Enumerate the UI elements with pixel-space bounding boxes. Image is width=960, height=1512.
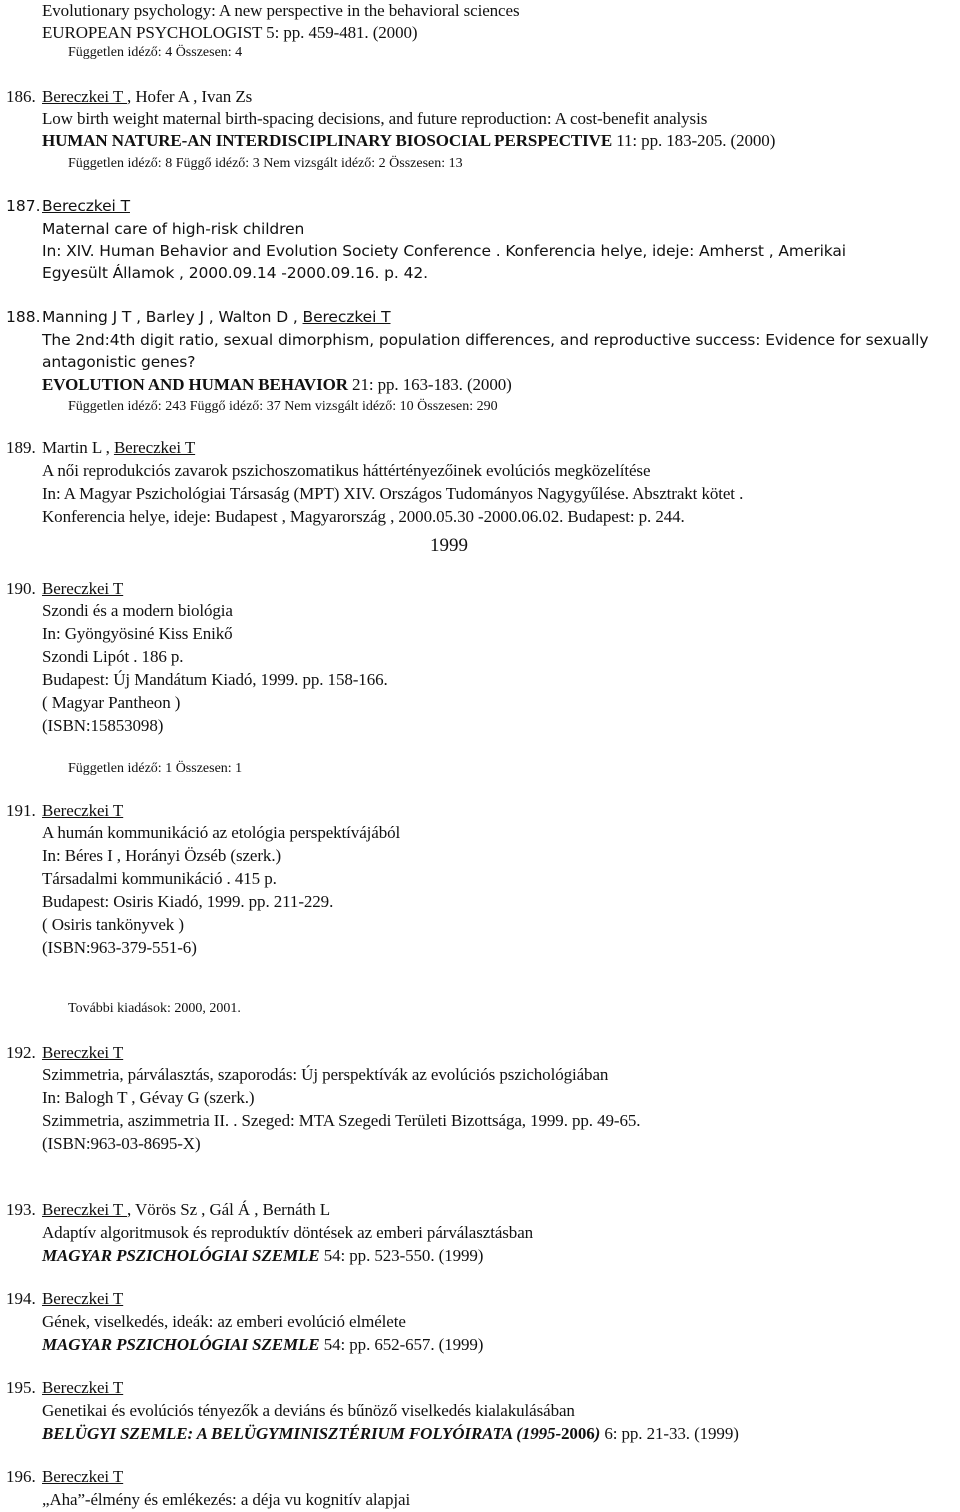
entry-192-book: Szimmetria, aszimmetria II. . Szeged: MTA Szegedi Területi Bizottsága, 1999. pp. 49-65. [42,1111,641,1130]
author-link-bereczkei[interactable]: Bereczkei T [42,801,124,820]
entry-193-journal-details: 54: pp. 523-550. (1999) [319,1246,484,1265]
entry-191-number: 191. [6,801,36,820]
entry-193-title: Adaptív algoritmusok és reproduktív döntések az emberi párválasztásban [42,1223,534,1242]
entry-186-journal-line [42,130,775,152]
entry-195-journal-line [42,1423,739,1445]
author-link-bereczkei[interactable]: Bereczkei T [42,1289,124,1308]
entry-187-conference: In: XIV. Human Behavior and Evolution Society Conference . Konferencia helye, ideje: Amherst , Amerikai [42,242,847,260]
entry-195-journal-close: ) [594,1424,601,1443]
author-link-bereczkei[interactable]: Bereczkei T [42,1043,124,1062]
entry-192-title: Szimmetria, párválasztás, szaporodás: Új perspektívák az evolúciós pszichológiában [42,1065,609,1084]
entry-186-citations: Független idéző: 8 Függő idéző: 3 Nem vizsgált idéző: 2 Összesen: 13 [68,156,463,171]
author-link-bereczkei[interactable]: Bereczkei T [42,1467,124,1486]
entry-194-journal: MAGYAR PSZICHOLÓGIAI SZEMLE [42,1335,320,1354]
entry-190-editor: In: Gyöngyösiné Kiss Enikő [42,624,233,643]
entry-191-isbn: (ISBN:963-379-551-6) [42,938,197,957]
entry-185-journal-line [42,22,417,44]
entry-187-title: Maternal care of high-risk children [42,220,305,238]
entry-187-conference-details: Egyesült Államok , 2000.09.14 -2000.09.16. p. 42. [42,264,428,282]
entry-185-citations: Független idéző: 4 Összesen: 4 [68,45,243,60]
entry-193-authors [42,1199,330,1221]
entry-191-series: ( Osiris tankönyvek ) [42,915,184,934]
entry-186-journal: HUMAN NATURE-AN INTERDISCIPLINARY BIOSOCIAL PERSPECTIVE [42,131,613,150]
entry-195-journal-end-year: 2006 [561,1424,595,1443]
entry-189-title: A női reprodukciós zavarok pszichoszomatikus háttértényezőinek evolúciós megközelítése [42,461,651,480]
entry-195-authors [42,1377,123,1399]
entry-190-title: Szondi és a modern biológia [42,601,233,620]
entry-190-authors [42,578,123,600]
entry-185-journal: EUROPEAN PSYCHOLOGIST [42,23,263,42]
entry-190-book: Szondi Lipót . 186 p. [42,647,184,666]
entry-190-series: ( Magyar Pantheon ) [42,693,181,712]
entry-190-citations: Független idéző: 1 Összesen: 1 [68,761,243,776]
author-link-bereczkei[interactable]: Bereczkei T [42,1200,128,1219]
entry-189-authors [42,437,195,459]
entry-192-isbn: (ISBN:963-03-8695-X) [42,1134,201,1153]
entry-189-number: 189. [6,438,36,457]
entry-193-number: 193. [6,1200,36,1219]
entry-186-authors [42,86,252,108]
entry-191-book: Társadalmi kommunikáció . 415 p. [42,869,277,888]
entry-191-publisher: Budapest: Osiris Kiadó, 1999. pp. 211-229. [42,892,334,911]
entry-186-journal-details: 11: pp. 183-205. (2000) [612,131,776,150]
year-heading: 1999 [430,535,468,556]
entry-189-coauthors: Martin L , [42,438,114,457]
entry-190-publisher: Budapest: Új Mandátum Kiadó, 1999. pp. 158-166. [42,670,388,689]
entry-188-citations: Független idéző: 243 Függő idéző: 37 Nem vizsgált idéző: 10 Összesen: 290 [68,399,498,414]
author-link-bereczkei[interactable]: Bereczkei T [42,1378,124,1397]
entry-194-number: 194. [6,1289,36,1308]
entry-188-title-line-2: antagonistic genes? [42,353,196,371]
entry-188-coauthors: Manning J T , Barley J , Walton D , [42,308,303,326]
entry-188-journal-details: 21: pp. 163-183. (2000) [347,375,512,394]
entry-190-number: 190. [6,579,36,598]
entry-195-number: 195. [6,1378,36,1397]
entry-193-journal: MAGYAR PSZICHOLÓGIAI SZEMLE [42,1246,320,1265]
entry-188-authors [42,306,391,328]
author-link-bereczkei[interactable]: Bereczkei T [113,438,196,457]
entry-195-journal: BELÜGYI SZEMLE: A BELÜGYMINISZTÉRIUM FOLYÓIRATA (1995- [42,1424,562,1443]
author-link-bereczkei[interactable]: Bereczkei T [42,197,130,215]
entry-193-journal-line [42,1245,483,1267]
author-link-bereczkei[interactable]: Bereczkei T [42,579,124,598]
entry-191-editor: In: Béres I , Horányi Özséb (szerk.) [42,846,282,865]
entry-196-authors [42,1466,123,1488]
entry-194-journal-line [42,1334,483,1356]
entry-192-number: 192. [6,1043,36,1062]
entry-192-authors [42,1042,123,1064]
entry-187-number: 187. [6,197,41,215]
entry-193-coauthors: , Vörös Sz , Gál Á , Bernáth L [127,1200,331,1219]
entry-194-journal-details: 54: pp. 652-657. (1999) [319,1335,484,1354]
entry-186-title: Low birth weight maternal birth-spacing decisions, and future reproduction: A cost-benefit analysis [42,109,708,128]
entry-195-title: Genetikai és evolúciós tényezők a deviáns és bűnöző viselkedés kialakulásában [42,1401,575,1420]
author-link-bereczkei[interactable]: Bereczkei T [42,87,128,106]
entry-186-number: 186. [6,87,36,106]
entry-196-number: 196. [6,1467,36,1486]
entry-191-title: A humán kommunikáció az etológia perspektívájából [42,823,401,842]
entry-194-authors [42,1288,123,1310]
entry-191-authors [42,800,123,822]
entry-188-journal-line [42,374,512,396]
entry-186-coauthors: , Hofer A , Ivan Zs [127,87,253,106]
entry-194-title: Gének, viselkedés, ideák: az emberi evolúció elmélete [42,1312,406,1331]
entry-188-number: 188. [6,308,41,326]
entry-190-isbn: (ISBN:15853098) [42,716,164,735]
entry-185-title: Evolutionary psychology: A new perspective in the behavioral sciences [42,1,520,20]
entry-185-journal-details: 5: pp. 459-481. (2000) [262,23,418,42]
entry-188-journal: EVOLUTION AND HUMAN BEHAVIOR [42,375,348,394]
entry-195-journal-details: 6: pp. 21-33. (1999) [600,1424,739,1443]
entry-191-note: További kiadások: 2000, 2001. [68,1001,241,1016]
entry-187-authors [42,195,130,217]
entry-196-title: „Aha”-élmény és emlékezés: a déja vu kognitív alapjai [42,1490,411,1509]
entry-188-title-line-1: The 2nd:4th digit ratio, sexual dimorphism, population differences, and reproductive success: Evidence for sexually [42,331,929,349]
entry-192-editor: In: Balogh T , Gévay G (szerk.) [42,1088,255,1107]
entry-189-conference-details: Konferencia helye, ideje: Budapest , Magyarország , 2000.05.30 -2000.06.02. Budapest: p. 244. [42,507,685,526]
entry-189-conference: In: A Magyar Pszichológiai Társaság (MPT) XIV. Országos Tudományos Nagygyűlése. Absztrakt kötet . [42,484,744,503]
author-link-bereczkei[interactable]: Bereczkei T [302,308,391,326]
